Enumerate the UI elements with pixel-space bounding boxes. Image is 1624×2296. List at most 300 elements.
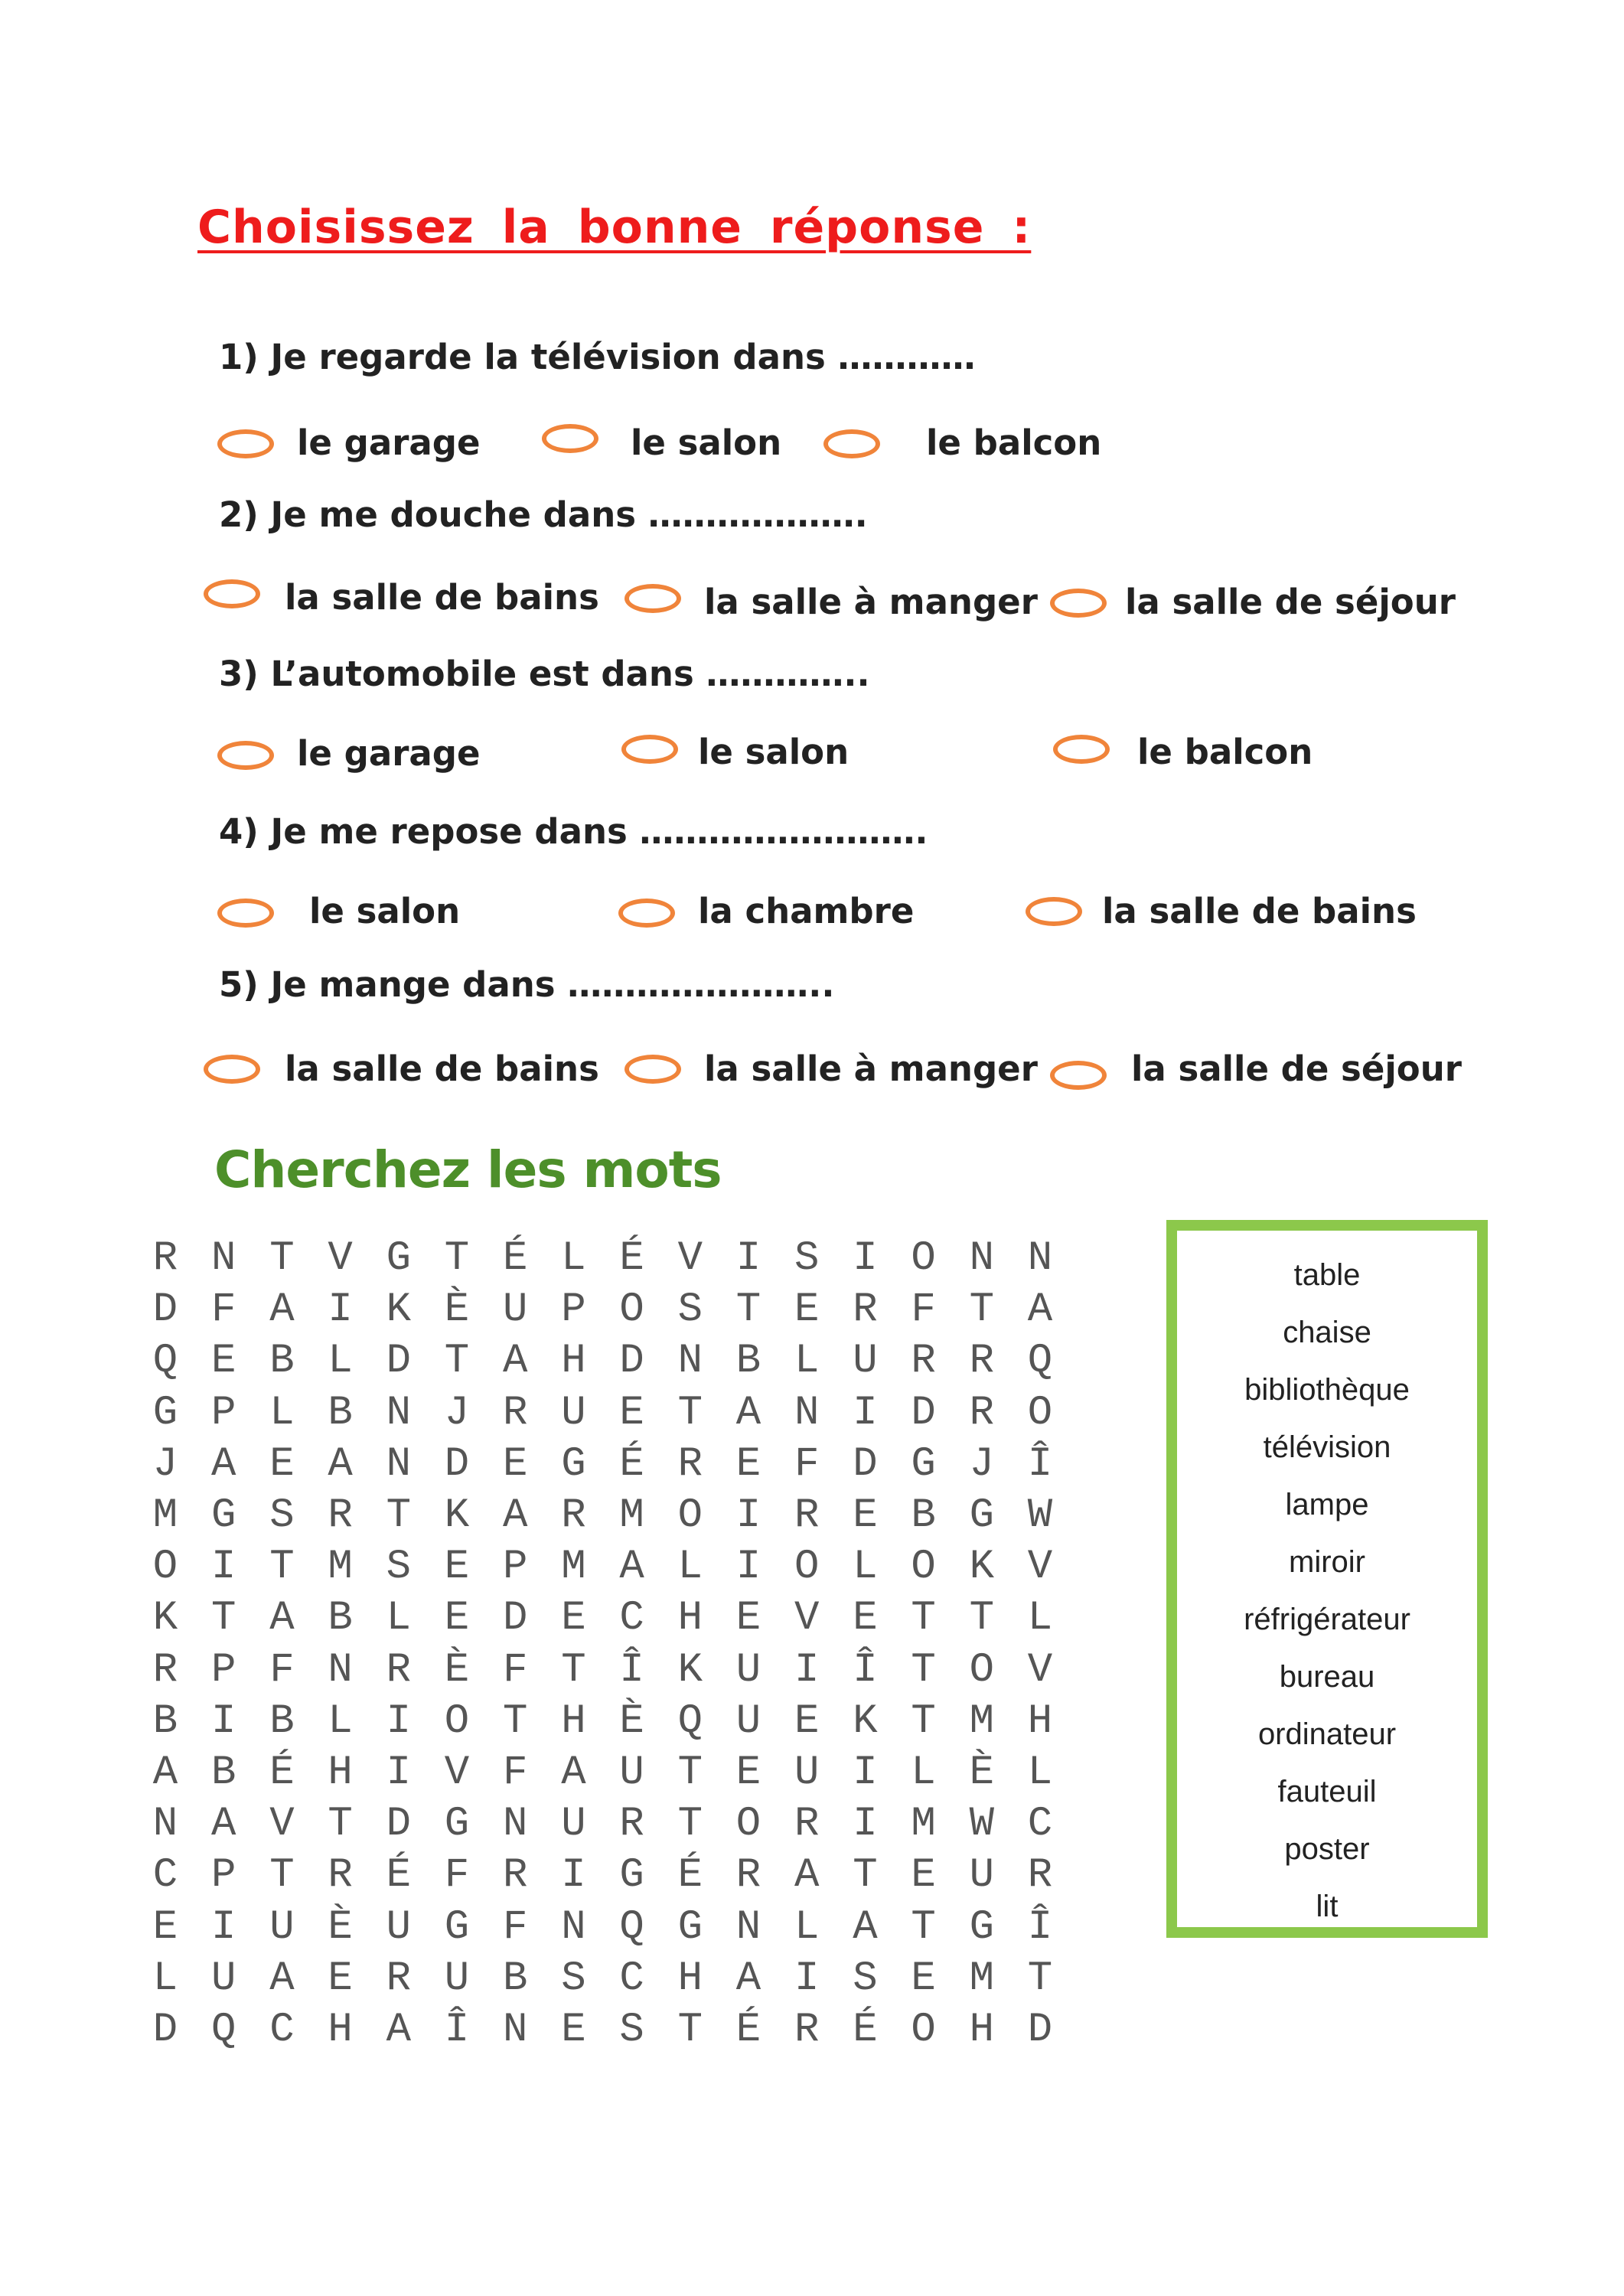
grid-letter: D [853, 1440, 878, 1488]
grid-letter: B [735, 1338, 761, 1385]
grid-letter: E [444, 1595, 470, 1642]
grid-letter: L [328, 1338, 353, 1385]
grid-letter: D [619, 1338, 644, 1385]
grid-letter: A [735, 1389, 761, 1437]
grid-letter: H [969, 2007, 994, 2053]
grid-letter: V [1027, 1544, 1053, 1591]
grid-letter: G [677, 1903, 703, 1951]
grid-letter: I [210, 1544, 236, 1591]
radio-icon[interactable] [217, 429, 274, 458]
grid-letter: G [152, 1389, 178, 1437]
grid-letter: D [152, 2007, 178, 2053]
grid-letter: N [677, 1338, 703, 1385]
grid-letter: U [735, 1646, 761, 1694]
grid-letter: Q [1027, 1338, 1053, 1385]
question-5: 5) Je mange dans ………………….. [219, 964, 835, 1005]
grid-letter: J [152, 1440, 178, 1488]
grid-letter: F [911, 1287, 936, 1334]
grid-letter: I [735, 1235, 761, 1282]
option-label: la chambre [698, 891, 915, 931]
grid-letter: O [911, 1544, 936, 1591]
grid-letter: H [1027, 1698, 1053, 1745]
grid-letter: J [969, 1440, 994, 1488]
radio-icon[interactable] [1053, 735, 1110, 764]
grid-letter: M [152, 1492, 178, 1539]
grid-letter: P [210, 1852, 236, 1900]
word-list-box [1166, 1220, 1488, 1938]
grid-letter: F [794, 1440, 820, 1488]
grid-letter: L [794, 1338, 820, 1385]
grid-letter: N [502, 2007, 528, 2053]
grid-letter: Q [152, 1338, 178, 1385]
grid-letter: A [210, 1801, 236, 1848]
grid-letter: S [677, 1287, 703, 1334]
grid-letter: D [386, 1338, 411, 1385]
grid-letter: I [853, 1235, 878, 1282]
grid-letter: E [561, 1595, 586, 1642]
grid-letter: T [677, 1750, 703, 1796]
word-item: bureau [1279, 1660, 1375, 1694]
grid-letter: I [853, 1750, 878, 1796]
grid-letter: K [853, 1698, 878, 1745]
grid-letter: R [853, 1287, 878, 1334]
grid-letter: R [677, 1440, 703, 1488]
grid-letter: I [735, 1544, 761, 1591]
grid-letter: T [444, 1235, 470, 1282]
grid-letter: B [269, 1338, 295, 1385]
grid-letter: L [794, 1903, 820, 1951]
grid-letter: N [210, 1235, 236, 1282]
word-item: bibliothèque [1244, 1373, 1410, 1407]
grid-letter: Î [853, 1646, 878, 1694]
grid-letter: K [969, 1544, 994, 1591]
grid-letter: A [328, 1440, 353, 1488]
grid-letter: A [210, 1440, 236, 1488]
grid-letter: B [502, 1955, 528, 2002]
radio-icon[interactable] [624, 1055, 681, 1084]
grid-letter: E [210, 1338, 236, 1385]
grid-letter: R [386, 1955, 411, 2002]
option-label: la salle de bains [285, 1049, 599, 1089]
radio-icon[interactable] [204, 1055, 260, 1084]
grid-letter: È [619, 1698, 644, 1745]
grid-letter: H [677, 1955, 703, 2002]
grid-letter: É [735, 2007, 761, 2053]
grid-letter: U [561, 1389, 586, 1437]
grid-letter: F [502, 1646, 528, 1694]
grid-letter: È [328, 1903, 353, 1951]
grid-letter: R [502, 1389, 528, 1437]
grid-letter: T [561, 1646, 586, 1694]
option-label: la salle de bains [1102, 891, 1417, 931]
grid-letter: W [1027, 1492, 1053, 1539]
grid-letter: F [502, 1903, 528, 1951]
grid-letter: U [210, 1955, 236, 2002]
grid-letter: E [911, 1852, 936, 1900]
grid-letter: E [794, 1698, 820, 1745]
grid-letter: R [328, 1852, 353, 1900]
grid-letter: L [328, 1698, 353, 1745]
radio-icon[interactable] [217, 899, 274, 928]
radio-icon[interactable] [823, 429, 880, 458]
grid-letter: M [969, 1955, 994, 2002]
grid-letter: V [677, 1235, 703, 1282]
option-label: la salle de séjour [1125, 582, 1456, 622]
word-item: fauteuil [1277, 1775, 1377, 1808]
grid-letter: N [561, 1903, 586, 1951]
grid-letter: R [152, 1646, 178, 1694]
grid-letter: V [328, 1235, 353, 1282]
grid-letter: A [269, 1595, 295, 1642]
grid-letter: O [969, 1646, 994, 1694]
grid-letter: U [561, 1801, 586, 1848]
word-item: table [1293, 1258, 1361, 1292]
grid-letter: E [853, 1595, 878, 1642]
radio-icon[interactable] [204, 579, 260, 608]
grid-letter: Q [210, 2007, 236, 2053]
grid-letter: P [561, 1287, 586, 1334]
option-label: le balcon [1137, 732, 1313, 772]
wordsearch-title: Cherchez les mots [214, 1140, 722, 1199]
grid-letter: Q [619, 1903, 644, 1951]
grid-letter: O [794, 1544, 820, 1591]
grid-letter: T [269, 1544, 295, 1591]
grid-letter: D [386, 1801, 411, 1848]
grid-letter: È [444, 1646, 470, 1694]
option-label: la salle à manger [704, 582, 1038, 622]
question-1: 1) Je regarde la télévision dans ………… [219, 337, 976, 377]
grid-letter: B [152, 1698, 178, 1745]
grid-letter: T [969, 1287, 994, 1334]
radio-icon[interactable] [624, 584, 681, 613]
grid-letter: L [1027, 1595, 1053, 1642]
grid-letter: H [677, 1595, 703, 1642]
grid-letter: R [969, 1338, 994, 1385]
option-label: la salle à manger [704, 1049, 1038, 1089]
grid-letter: D [911, 1389, 936, 1437]
grid-letter: É [502, 1235, 528, 1282]
grid-letter: L [677, 1544, 703, 1591]
option-label: le garage [297, 422, 481, 463]
grid-letter: S [853, 1955, 878, 2002]
grid-letter: I [386, 1750, 411, 1796]
question-2: 2) Je me douche dans ………………. [219, 494, 868, 535]
grid-letter: È [444, 1287, 470, 1334]
grid-letter: I [328, 1287, 353, 1334]
option-label: le garage [297, 733, 481, 774]
grid-letter: U [444, 1955, 470, 2002]
grid-letter: B [269, 1698, 295, 1745]
grid-letter: M [619, 1492, 644, 1539]
grid-letter: V [794, 1595, 820, 1642]
grid-letter: C [269, 2007, 295, 2053]
grid-letter: T [210, 1595, 236, 1642]
grid-letter: O [911, 1235, 936, 1282]
grid-letter: B [328, 1595, 353, 1642]
grid-letter: É [853, 2007, 878, 2053]
word-item: réfrigérateur [1244, 1603, 1410, 1636]
quiz-title: Choisissez la bonne réponse : [197, 201, 1032, 254]
option-label: le salon [631, 422, 782, 463]
grid-letter: R [911, 1338, 936, 1385]
grid-letter: E [735, 1595, 761, 1642]
grid-letter: T [969, 1595, 994, 1642]
grid-letter: T [911, 1903, 936, 1951]
grid-letter: L [152, 1955, 178, 2002]
grid-letter: E [853, 1492, 878, 1539]
grid-letter: É [619, 1440, 644, 1488]
grid-letter: C [152, 1852, 178, 1900]
grid-letter: M [911, 1801, 936, 1848]
grid-letter: P [210, 1389, 236, 1437]
grid-letter: C [619, 1595, 644, 1642]
grid-letter: U [853, 1338, 878, 1385]
grid-letter: N [735, 1903, 761, 1951]
grid-letter: K [386, 1287, 411, 1334]
grid-letter: S [561, 1955, 586, 2002]
grid-letter: L [911, 1750, 936, 1796]
grid-letter: K [152, 1595, 178, 1642]
option-label: le balcon [926, 422, 1102, 463]
grid-letter: U [969, 1852, 994, 1900]
grid-letter: T [735, 1287, 761, 1334]
grid-letter: T [911, 1595, 936, 1642]
grid-letter: A [386, 2007, 411, 2053]
grid-letter: A [853, 1903, 878, 1951]
grid-letter: R [794, 1801, 820, 1848]
grid-letter: O [619, 1287, 644, 1334]
option-label: la salle de bains [285, 577, 599, 618]
grid-letter: E [561, 2007, 586, 2053]
grid-letter: M [328, 1544, 353, 1591]
grid-letter: T [911, 1698, 936, 1745]
option-label: la salle de séjour [1131, 1049, 1462, 1089]
radio-icon[interactable] [542, 424, 598, 453]
grid-letter: B [328, 1389, 353, 1437]
option-label: le salon [309, 891, 461, 931]
grid-letter: O [911, 2007, 936, 2053]
word-item: chaise [1283, 1316, 1371, 1349]
grid-letter: E [735, 1440, 761, 1488]
grid-letter: V [444, 1750, 470, 1796]
grid-letter: G [619, 1852, 644, 1900]
grid-letter: I [853, 1389, 878, 1437]
grid-letter: P [502, 1544, 528, 1591]
grid-letter: T [677, 2007, 703, 2053]
grid-letter: G [444, 1903, 470, 1951]
grid-letter: T [853, 1852, 878, 1900]
grid-letter: V [1027, 1646, 1053, 1694]
grid-letter: E [269, 1440, 295, 1488]
grid-letter: F [502, 1750, 528, 1796]
grid-letter: T [677, 1801, 703, 1848]
grid-letter: I [853, 1801, 878, 1848]
word-item: miroir [1289, 1545, 1365, 1579]
grid-letter: C [619, 1955, 644, 2002]
word-item: lit [1316, 1890, 1339, 1923]
radio-icon[interactable] [618, 899, 675, 928]
grid-letter: I [210, 1903, 236, 1951]
grid-letter: F [210, 1287, 236, 1334]
grid-letter: D [502, 1595, 528, 1642]
grid-letter: A [619, 1544, 644, 1591]
grid-letter: T [1027, 1955, 1053, 2002]
grid-letter: R [735, 1852, 761, 1900]
grid-letter: Î [1027, 1440, 1053, 1488]
grid-letter: D [1027, 2007, 1053, 2053]
option-label: le salon [698, 732, 850, 772]
grid-letter: R [152, 1235, 178, 1282]
grid-letter: A [269, 1955, 295, 2002]
grid-letter: A [735, 1955, 761, 2002]
grid-letter: R [328, 1492, 353, 1539]
grid-letter: M [561, 1544, 586, 1591]
grid-letter: I [794, 1646, 820, 1694]
grid-letter: G [561, 1440, 586, 1488]
grid-letter: U [619, 1750, 644, 1796]
grid-letter: T [328, 1801, 353, 1848]
grid-letter: G [911, 1440, 936, 1488]
grid-letter: E [794, 1287, 820, 1334]
grid-letter: Î [444, 2007, 470, 2053]
grid-letter: Q [677, 1698, 703, 1745]
grid-letter: N [152, 1801, 178, 1848]
radio-icon[interactable] [217, 741, 274, 770]
word-item: poster [1284, 1832, 1370, 1866]
grid-letter: S [386, 1544, 411, 1591]
radio-icon[interactable] [1026, 897, 1082, 926]
grid-letter: N [386, 1440, 411, 1488]
grid-letter: T [502, 1698, 528, 1745]
grid-letter: L [853, 1544, 878, 1591]
grid-letter: B [911, 1492, 936, 1539]
grid-letter: U [502, 1287, 528, 1334]
grid-letter: O [1027, 1389, 1053, 1437]
grid-letter: U [386, 1903, 411, 1951]
grid-letter: O [444, 1698, 470, 1745]
grid-letter: A [269, 1287, 295, 1334]
grid-letter: A [794, 1852, 820, 1900]
grid-letter: R [1027, 1852, 1053, 1900]
grid-letter: V [269, 1801, 295, 1848]
grid-letter: E [502, 1440, 528, 1488]
grid-letter: M [969, 1698, 994, 1745]
grid-letter: H [561, 1338, 586, 1385]
grid-letter: L [561, 1235, 586, 1282]
grid-letter: T [386, 1492, 411, 1539]
grid-letter: E [735, 1750, 761, 1796]
grid-letter: I [735, 1492, 761, 1539]
grid-letter: G [444, 1801, 470, 1848]
grid-letter: J [444, 1389, 470, 1437]
grid-letter: R [386, 1646, 411, 1694]
grid-letter: U [269, 1903, 295, 1951]
question-4: 4) Je me repose dans ……………………. [219, 811, 928, 852]
grid-letter: R [969, 1389, 994, 1437]
grid-letter: N [969, 1235, 994, 1282]
grid-letter: I [386, 1698, 411, 1745]
grid-letter: É [619, 1235, 644, 1282]
grid-letter: E [328, 1955, 353, 2002]
grid-letter: T [911, 1646, 936, 1694]
grid-letter: I [561, 1852, 586, 1900]
radio-icon[interactable] [1050, 1061, 1107, 1090]
grid-letter: G [386, 1235, 411, 1282]
grid-letter: K [677, 1646, 703, 1694]
grid-letter: É [677, 1852, 703, 1900]
grid-letter: H [561, 1698, 586, 1745]
grid-letter: R [502, 1852, 528, 1900]
grid-letter: U [735, 1698, 761, 1745]
grid-letter: O [152, 1544, 178, 1591]
radio-icon[interactable] [621, 735, 678, 764]
grid-letter: G [969, 1492, 994, 1539]
grid-letter: Î [1027, 1903, 1053, 1951]
grid-letter: I [210, 1698, 236, 1745]
grid-letter: D [444, 1440, 470, 1488]
grid-letter: F [269, 1646, 295, 1694]
grid-letter: L [1027, 1750, 1053, 1796]
grid-letter: A [502, 1338, 528, 1385]
grid-letter: D [152, 1287, 178, 1334]
grid-letter: S [269, 1492, 295, 1539]
grid-letter: T [444, 1338, 470, 1385]
grid-letter: N [328, 1646, 353, 1694]
grid-letter: É [269, 1750, 295, 1796]
radio-icon[interactable] [1050, 589, 1107, 618]
word-item: lampe [1285, 1488, 1369, 1521]
grid-letter: N [386, 1389, 411, 1437]
grid-letter: E [444, 1544, 470, 1591]
grid-letter: T [269, 1852, 295, 1900]
grid-letter: G [210, 1492, 236, 1539]
grid-letter: O [735, 1801, 761, 1848]
grid-letter: A [561, 1750, 586, 1796]
grid-letter: S [794, 1235, 820, 1282]
grid-letter: C [1027, 1801, 1053, 1848]
grid-letter: G [969, 1903, 994, 1951]
grid-letter: E [619, 1389, 644, 1437]
grid-letter: N [794, 1389, 820, 1437]
grid-letter: F [444, 1852, 470, 1900]
grid-letter: R [619, 1801, 644, 1848]
grid-letter: H [328, 2007, 353, 2053]
word-item: ordinateur [1257, 1717, 1397, 1751]
question-3: 3) L’automobile est dans ………….. [219, 654, 870, 694]
grid-letter: R [561, 1492, 586, 1539]
grid-letter: K [444, 1492, 470, 1539]
grid-letter: O [677, 1492, 703, 1539]
grid-letter: A [1027, 1287, 1053, 1334]
word-item: télévision [1263, 1430, 1391, 1464]
grid-letter: U [794, 1750, 820, 1796]
grid-letter: I [794, 1955, 820, 2002]
grid-letter: A [502, 1492, 528, 1539]
grid-letter: É [386, 1852, 411, 1900]
grid-letter: È [969, 1750, 994, 1796]
grid-letter: B [210, 1750, 236, 1796]
grid-letter: L [269, 1389, 295, 1437]
grid-letter: S [619, 2007, 644, 2053]
grid-letter: T [269, 1235, 295, 1282]
grid-letter: N [502, 1801, 528, 1848]
grid-letter: H [328, 1750, 353, 1796]
grid-letter: E [911, 1955, 936, 2002]
grid-letter: L [386, 1595, 411, 1642]
grid-letter: W [969, 1801, 994, 1848]
grid-letter: Î [619, 1646, 644, 1694]
grid-letter: A [152, 1750, 178, 1796]
